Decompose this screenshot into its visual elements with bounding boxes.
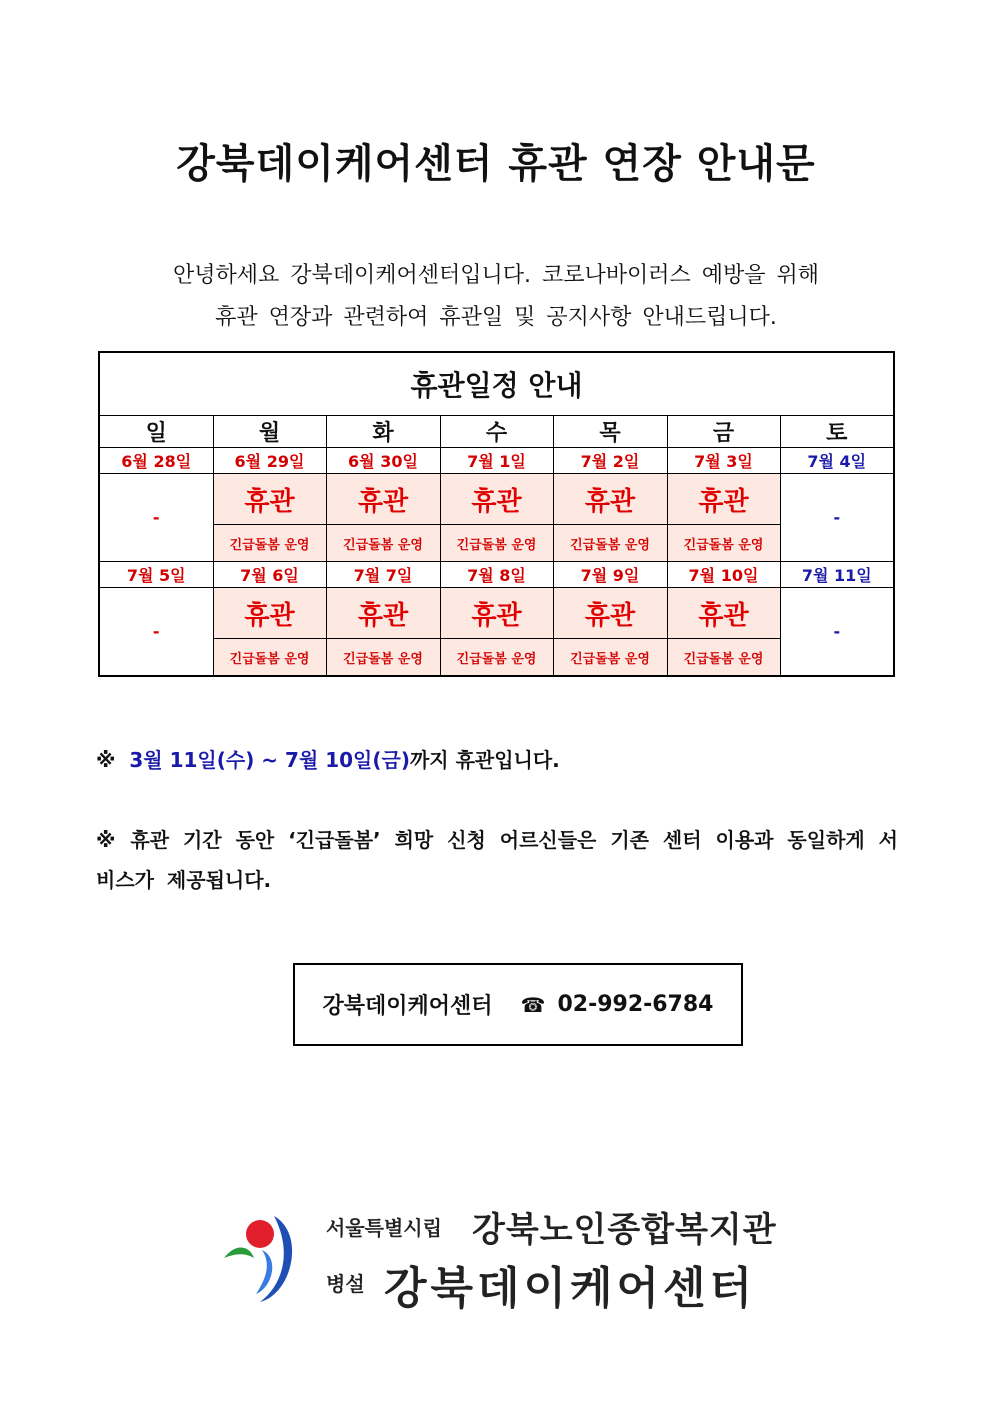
closed-label: 휴관 [213,588,326,639]
emergency-care-label: 긴급돌봄 운영 [326,639,440,677]
phone-number: 02-992-6784 [557,992,714,1017]
page-title: 강북데이케어센터 휴관 연장 안내문 [176,141,816,187]
closed-label: 휴관 [667,588,780,639]
logo-city-label: 서울특별시립 [326,1216,442,1240]
day-fri: 금 [667,416,780,448]
date-cell-saturday: 7월 4일 [780,448,894,474]
logo-daycare-center: 강북데이케어센터 [384,1263,757,1314]
closure-period-note [96,744,560,773]
day-sun: 일 [99,416,213,448]
closed-label: 휴관 [326,474,440,525]
closed-label: 휴관 [553,588,667,639]
closure-period: 3월 11일(수) ~ 7월 10일(금) [129,748,410,772]
day-tue: 화 [326,416,440,448]
emergency-care-label: 긴급돌봄 운영 [213,639,326,677]
date-cell: 7월 2일 [553,448,667,474]
date-cell: 7월 10일 [667,562,780,588]
closure-period-tail: 까지 휴관입니다. [409,748,560,772]
closure-schedule-table [98,351,895,677]
organization-logo [214,1200,814,1314]
emergency-care-label: 긴급돌봄 운영 [667,525,780,562]
date-cell: 7월 1일 [440,448,553,474]
center-name: 강북데이케어센터 [322,994,493,1019]
day-mon: 월 [213,416,326,448]
saturday-empty-cell: - [780,588,894,677]
note-mark: ※ [96,748,116,772]
intro-line-2: 휴관 연장과 관련하여 휴관일 및 공지사항 안내드립니다. [215,305,777,330]
emergency-care-label: 긴급돌봄 운영 [213,525,326,562]
emblem-icon [214,1206,314,1306]
emergency-care-label: 긴급돌봄 운영 [553,525,667,562]
emergency-care-label: 긴급돌봄 운영 [553,639,667,677]
date-cell: 6월 28일 [99,448,213,474]
day-sat: 토 [780,416,894,448]
date-cell: 7월 7일 [326,562,440,588]
date-cell: 6월 30일 [326,448,440,474]
emergency-care-label: 긴급돌봄 운영 [326,525,440,562]
date-cell: 7월 6일 [213,562,326,588]
closed-label: 휴관 [326,588,440,639]
closed-label: 휴관 [213,474,326,525]
closed-label: 휴관 [667,474,780,525]
date-cell: 6월 29일 [213,448,326,474]
date-cell: 7월 5일 [99,562,213,588]
emergency-care-label: 긴급돌봄 운영 [667,639,780,677]
schedule-header: 휴관일정 안내 [99,352,894,416]
emergency-care-label: 긴급돌봄 운영 [440,639,553,677]
closed-label: 휴관 [440,588,553,639]
emergency-care-note: ※ 휴관 기간 동안 ‘긴급돌봄’ 희망 신청 어르신들은 기존 센터 이용과 동일하게 서비스가 제공됩니다. [96,828,898,892]
closed-label: 휴관 [440,474,553,525]
sunday-empty-cell: - [99,588,213,677]
sunday-empty-cell: - [99,474,213,562]
intro-line-1: 안녕하세요 강북데이케어센터입니다. 코로나바이러스 예방을 위해 [172,263,820,288]
day-wed: 수 [440,416,553,448]
date-cell-saturday: 7월 11일 [780,562,894,588]
date-cell: 7월 3일 [667,448,780,474]
phone-icon: ☎ [520,992,546,1017]
closed-label: 휴관 [553,474,667,525]
contact-box [293,963,743,1046]
date-cell: 7월 9일 [553,562,667,588]
day-thu: 목 [553,416,667,448]
logo-affiliated-label: 병설 [326,1272,365,1296]
saturday-empty-cell: - [780,474,894,562]
date-cell: 7월 8일 [440,562,553,588]
logo-welfare-center: 강북노인종합복지관 [472,1210,777,1250]
emergency-care-label: 긴급돌봄 운영 [440,525,553,562]
